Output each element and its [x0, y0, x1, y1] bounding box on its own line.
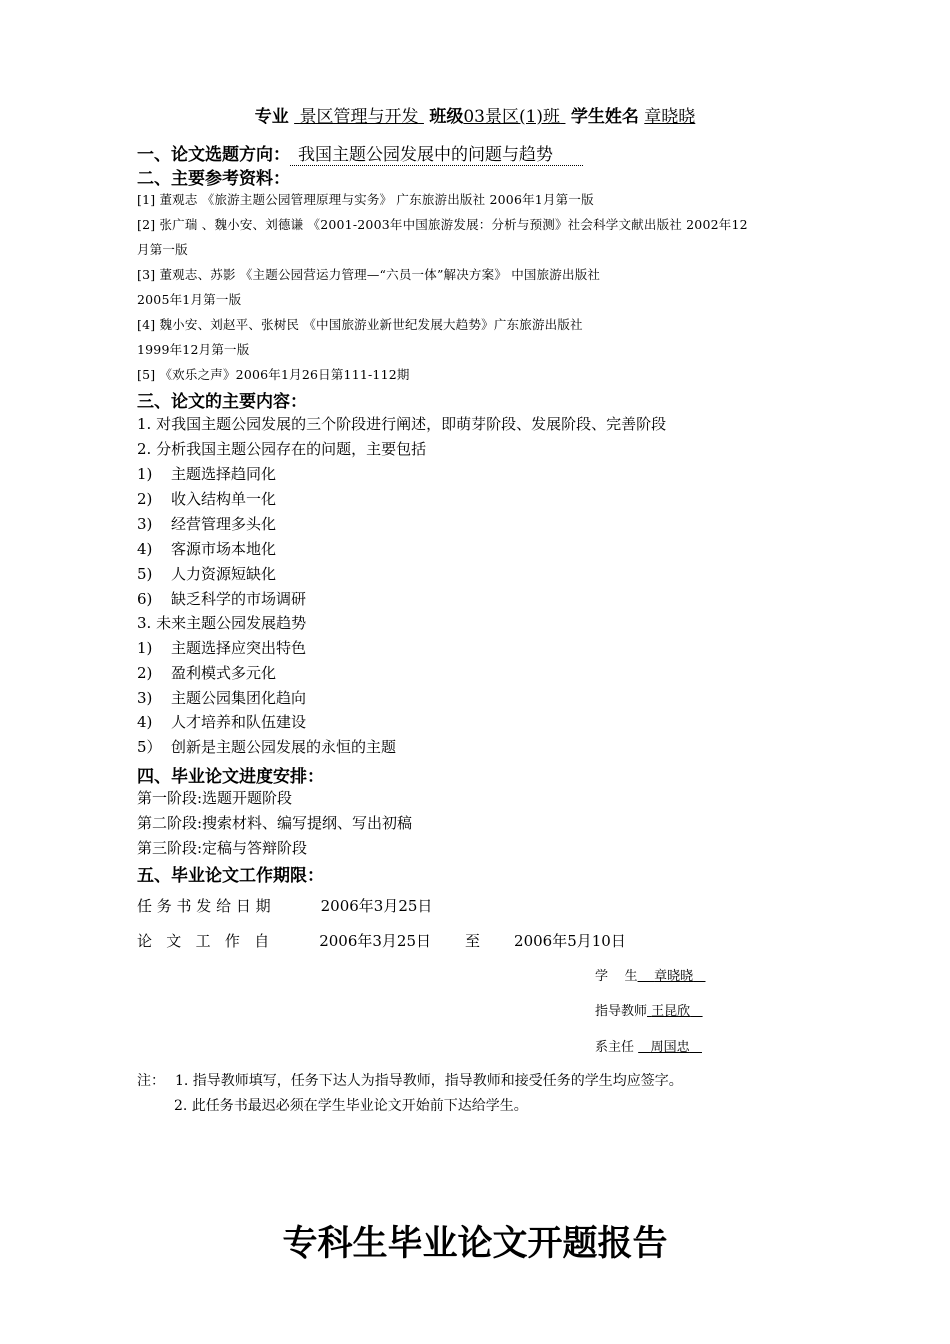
schedule-stage-1: 第一阶段:选题开题阶段 [137, 789, 293, 807]
notes-line-1: 注： 1. 指导教师填写，任务下达人为指导教师，指导教师和接受任务的学生均应签字。 [137, 1073, 683, 1089]
schedule-stage-3: 第三阶段:定稿与答辩阶段 [137, 839, 308, 857]
signature-advisor-value: 王昆欣 [651, 1004, 691, 1019]
content-line: 5) 人力资源短缺化 [137, 565, 277, 583]
content-line: 4) 客源市场本地化 [137, 540, 277, 558]
student-name-value: 章晓晓 [644, 107, 696, 127]
reference-2-cont: 月第一版 [137, 242, 188, 257]
issue-date-line [137, 895, 432, 916]
content-line: 6) 缺乏科学的市场调研 [137, 590, 307, 608]
section-topic-heading: 一、论文选题方向： [137, 145, 290, 165]
notes-label: 注： [137, 1073, 165, 1089]
signature-student [595, 965, 708, 984]
reference-3: [3] 董观志、苏影 《主题公园营运力管理—“六员一体”解决方案》 中国旅游出版社 [137, 267, 601, 282]
next-page-title: 专科生毕业论文开题报告 [282, 1223, 668, 1264]
content-line: 4) 人才培养和队伍建设 [137, 713, 307, 731]
content-line: 3. 未来主题公园发展趋势 [137, 614, 307, 632]
content-line: 1) 主题选择趋同化 [137, 465, 277, 483]
content-line: 2) 收入结构单一化 [137, 490, 277, 508]
section-topic-value: 我国主题公园发展中的问题与趋势 [290, 145, 583, 166]
reference-4-cont: 1999年12月第一版 [137, 342, 250, 357]
content-line: 1. 对我国主题公园发展的三个阶段进行阐述，即萌芽阶段、发展阶段、完善阶段 [137, 415, 667, 433]
section-references-heading: 二、主要参考资料： [137, 169, 290, 189]
signature-director-label: 系主任 [595, 1040, 635, 1055]
content-line: 1) 主题选择应突出特色 [137, 639, 307, 657]
reference-2: [2] 张广瑞 、魏小安、刘德谦 《2001-2003年中国旅游发展：分析与预测》社会科学文献出版社 2002年12 [137, 217, 748, 232]
signature-director-value: 周国忠 [650, 1040, 690, 1055]
header-info [0, 102, 950, 127]
class-label: 班级 [429, 107, 464, 127]
work-period-line [137, 930, 626, 951]
section-deadline-heading: 五、毕业论文工作期限： [137, 866, 324, 886]
major-value: 景区管理与开发 [299, 107, 419, 127]
notes-line-2: 2. 此任务书最迟必须在学生毕业论文开始前下达给学生。 [174, 1098, 528, 1114]
work-end-date: 2006年5月10日 [514, 932, 626, 950]
signature-advisor [595, 1000, 717, 1019]
content-line: 2. 分析我国主题公园存在的问题，主要包括 [137, 440, 427, 458]
reference-5: [5] 《欢乐之声》2006年1月26日第111-112期 [137, 367, 410, 382]
section-topic [137, 140, 583, 165]
content-line: 2) 盈利模式多元化 [137, 664, 277, 682]
student-name-label: 学生姓名 [570, 107, 639, 127]
content-line: 5） 创新是主题公园发展的永恒的主题 [137, 738, 397, 756]
content-line: 3) 经营管理多头化 [137, 515, 277, 533]
work-to-label: 至 [465, 932, 481, 950]
major-label: 专业 [254, 107, 289, 127]
content-line: 3) 主题公园集团化趋向 [137, 689, 307, 707]
reference-3-cont: 2005年1月第一版 [137, 292, 242, 307]
issue-date-label: 任 务 书 发 给 日 期 [137, 897, 271, 915]
work-start-date: 2006年3月25日 [319, 932, 432, 950]
signature-director [595, 1036, 708, 1055]
class-value: 03景区(1)班 [463, 107, 561, 127]
issue-date-value: 2006年3月25日 [320, 897, 433, 915]
signature-student-value: 章晓晓 [654, 969, 694, 984]
schedule-stage-2: 第二阶段:搜索材料、编写提纲、写出初稿 [137, 814, 413, 832]
reference-1: [1] 董观志 《旅游主题公园管理原理与实务》 广东旅游出版社 2006年1月第一版 [137, 192, 594, 207]
work-period-label: 论 文 工 作 自 [137, 932, 270, 950]
section-schedule-heading: 四、毕业论文进度安排： [137, 767, 324, 787]
section-content-heading: 三、论文的主要内容： [137, 392, 307, 412]
signature-student-label: 学 生 [595, 969, 638, 984]
reference-4: [4] 魏小安、刘赵平、张树民 《中国旅游业新世纪发展大趋势》广东旅游出版社 [137, 317, 583, 332]
signature-advisor-label: 指导教师 [595, 1004, 648, 1019]
